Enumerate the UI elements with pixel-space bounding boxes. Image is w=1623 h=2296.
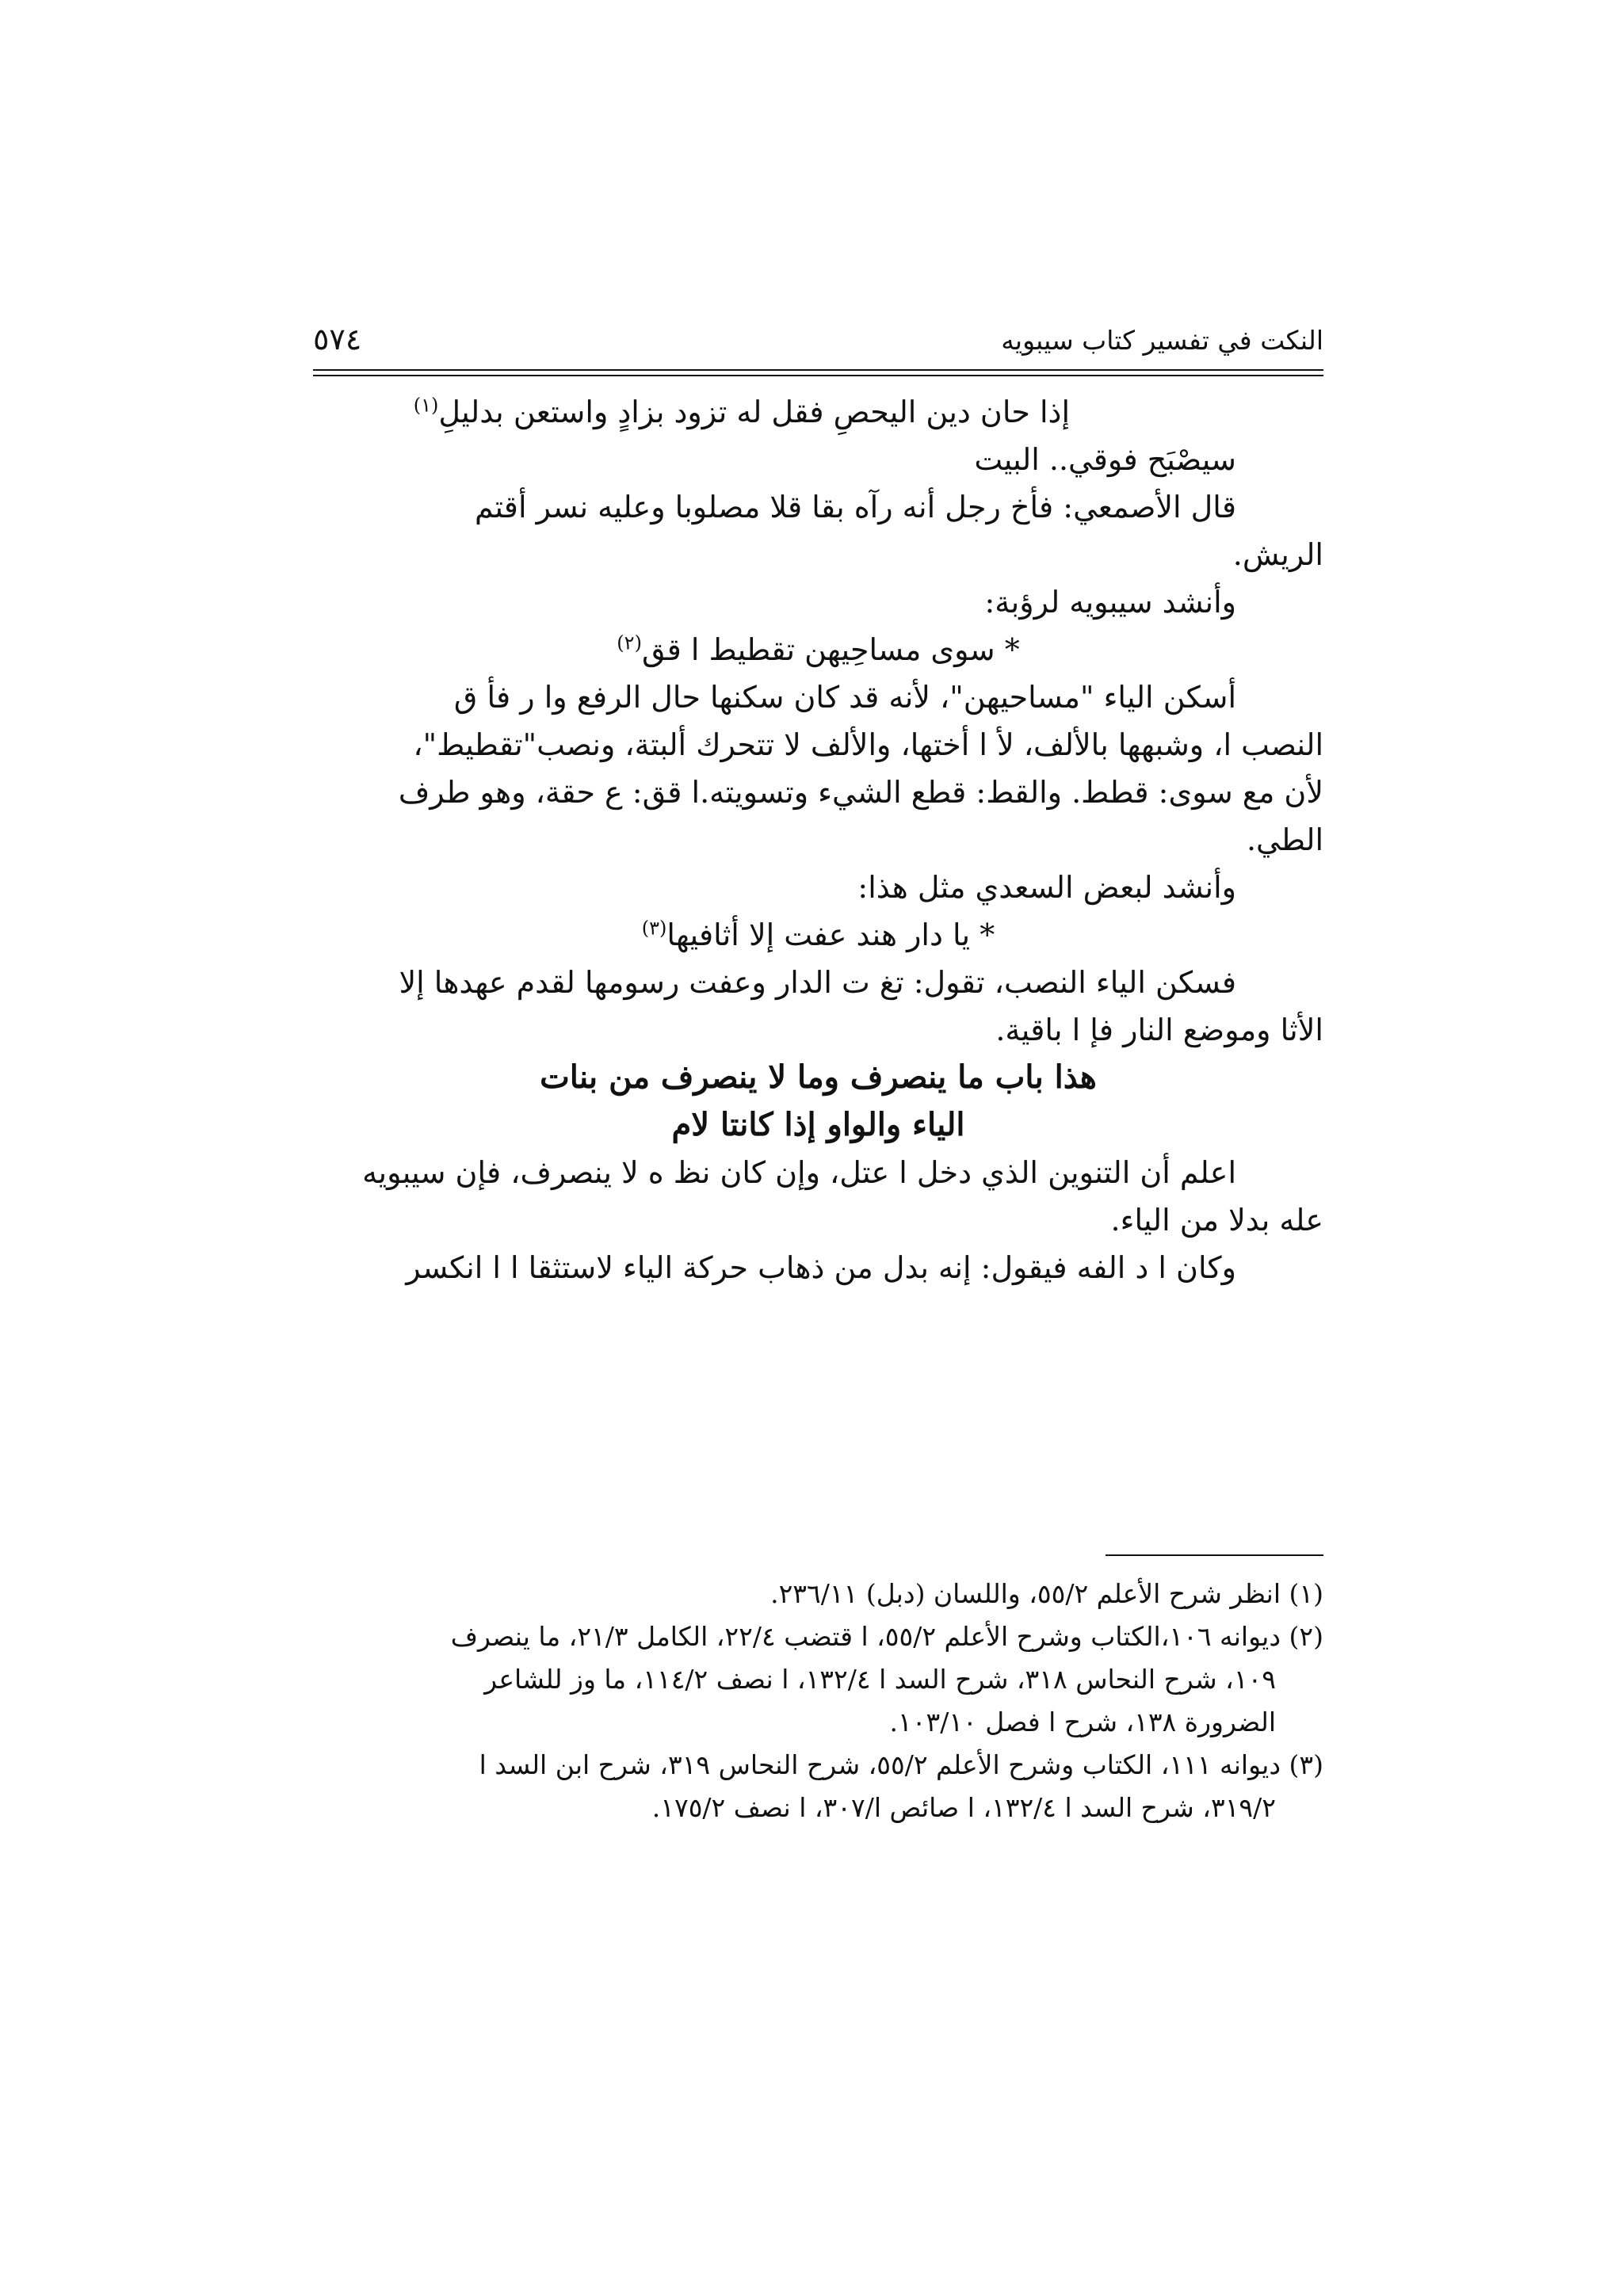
header-rule: [313, 369, 1323, 371]
text-line: الأثا وموضع النار فإ ا باقية.: [995, 1013, 1323, 1047]
text-line: قال الأصمعي: فأخ رجل أنه رآه بقا قلا مصلوبا وعليه نسر أقتم: [475, 490, 1236, 524]
footnote-ref: (٢): [617, 631, 642, 654]
text-line: النصب ا، وشبهها بالألف، لأ ا أختها، والألف لا تتحرك ألبتة، ونصب"تقطيط"،: [413, 727, 1323, 762]
verse-line: * سوى مساحِيهن تقطيط ا قق$^{(٢)}$: [617, 631, 1020, 667]
page-number: ٥٧٤: [313, 322, 362, 357]
text-line: وأنشد لبعض السعدي مثل هذا:: [857, 870, 1236, 905]
footnote-ref: (١): [413, 394, 439, 417]
text-line: أسكن الياء "مساحيهن"، لأنه قد كان سكنها حال الرفع وا ر فأ ق: [453, 680, 1236, 715]
footnote: (٣) ديوانه ١١١، الكتاب وشرح الأعلم ٥٥/٢، شرح النحاس ٣١٩، شرح ابن السد ا: [479, 1749, 1323, 1780]
footnotes: [313, 1573, 1323, 1829]
footnote-continuation: الضرورة ١٣٨، شرح ا فصل ١٠٣/١٠.: [889, 1707, 1276, 1737]
text-line: الريش.: [1232, 537, 1323, 572]
verse-line: * يا دار هند عفت إلا أثافيها$^{(٣)}$: [641, 917, 995, 952]
footnote-continuation: ٣١٩/٢، شرح السد ا ١٣٢/٤، ا صائص ا/٣٠٧، ا نصف ١٧٥/٢.: [651, 1792, 1276, 1823]
running-header: [313, 322, 1323, 364]
text-line: سيصْبَح فوقي.. البيت: [974, 442, 1236, 477]
section-heading: هذا باب ما ينصرف وما لا ينصرف من بنات: [540, 1058, 1097, 1096]
text-line: الطي.: [1246, 822, 1323, 857]
main-text: [313, 388, 1323, 1291]
text-line: اعلم أن التنوين الذي دخل ا عتل، وإن كان نظ ه لا ينصرف، فإن سيبويه: [362, 1155, 1236, 1190]
footnote-ref: (٣): [641, 917, 667, 940]
text-line: عله بدلا من الياء.: [1110, 1203, 1323, 1238]
text-line: وأنشد سيبويه لرؤبة:: [984, 585, 1236, 620]
footnote-separator: [1106, 1554, 1323, 1556]
footnote: (٢) ديوانه ١٠٦،الكتاب وشرح الأعلم ٥٥/٢، ا قتضب ٢٢/٤، الكامل ٢١/٣، ما ينصرف: [450, 1621, 1323, 1652]
section-heading: الياء والواو إذا كانتا لام: [671, 1106, 965, 1143]
text-line: وكان ا د الفه فيقول: إنه بدل من ذهاب حركة الياء لاستثقا ا ا انكسر: [406, 1250, 1236, 1285]
text-line: فسكن الياء النصب، تقول: تغ ت الدار وعفت رسومها لقدم عهدها إلا: [399, 965, 1236, 1000]
book-title: النكت في تفسير كتاب سيبويه: [1001, 325, 1323, 356]
footnote: (١) انظر شرح الأعلم ٥٥/٢، واللسان (دبل) ٢٣٦/١١.: [770, 1578, 1323, 1609]
footnote-continuation: ١٠٩، شرح النحاس ٣١٨، شرح السد ا ١٣٢/٤، ا نصف ١١٤/٢، ما وز للشاعر: [484, 1664, 1276, 1695]
header-rule-double: [313, 375, 1323, 376]
text-line: لأن مع سوى: قطط. والقط: قطع الشيء وتسويته.ا قق: ع حقة، وهو طرف: [398, 775, 1323, 810]
verse-line: إذا حان دين اليحصِ فقل له تزود بزادٍ واستعن بدليلِ$^{(١)}$: [413, 394, 1070, 429]
